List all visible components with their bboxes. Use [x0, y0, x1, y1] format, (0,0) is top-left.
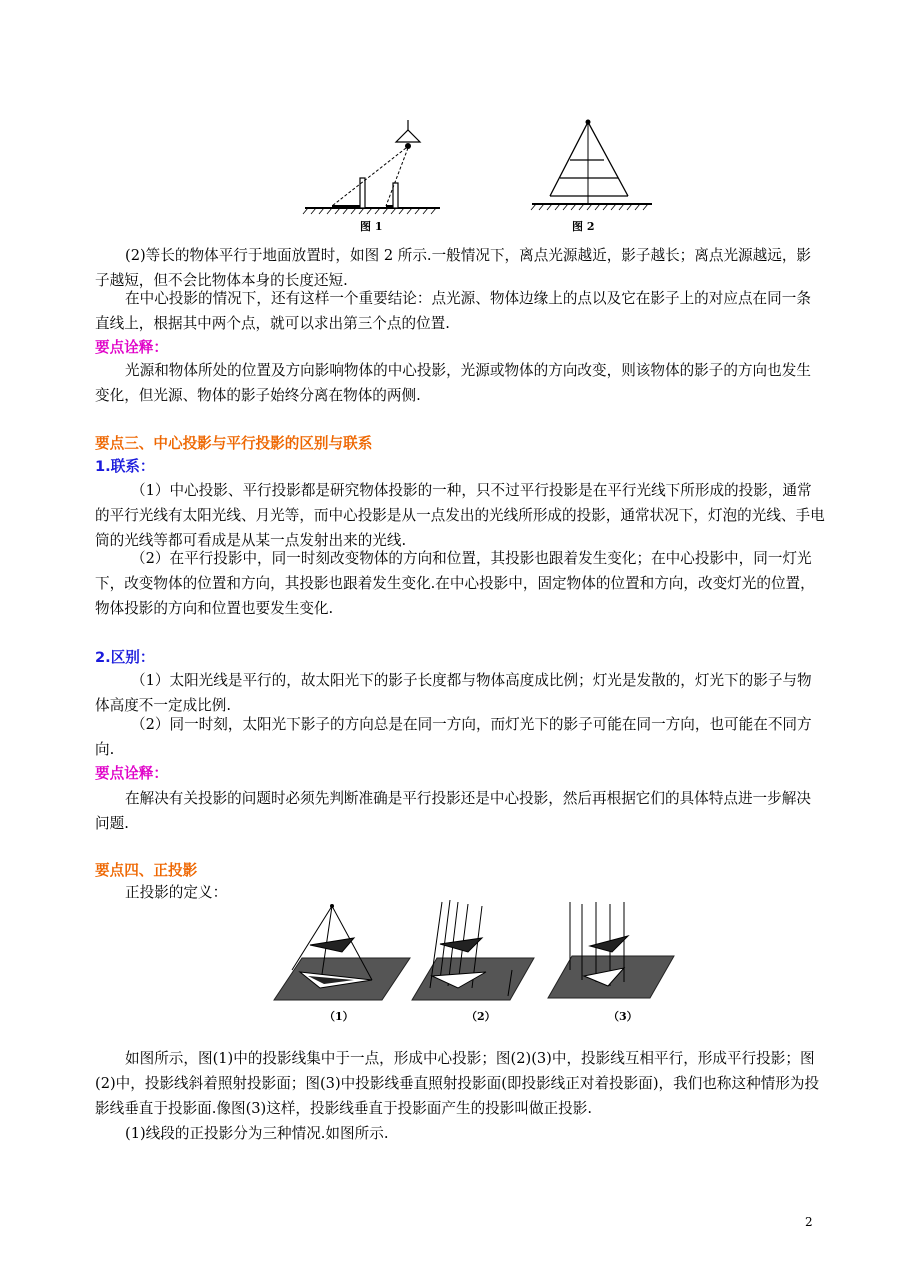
paragraph-p4: （1）中心投影、平行投影都是研究物体投影的一种，只不过平行投影是在平行光线下所形成的投影，通常的平行光线有太阳光线、月光等，而中心投影是从一点发出的光线所形成的投影，通常状况下，灯泡的光线、手电筒的光线等都可看成是从某一点发射出来的光线.: [95, 482, 825, 549]
paragraph-p6: （1）太阳光线是平行的，故太阳光下的影子长度都与物体高度成比例；灯光是发散的，灯光下的影子与物体高度不一定成比例.: [95, 672, 812, 714]
figure-1-and-2-svg: [300, 118, 660, 238]
paragraph-p9: 正投影的定义：: [125, 884, 228, 901]
subsection-2-title: 2.区别：: [95, 649, 155, 666]
paragraph-p8: 在解决有关投影的问题时必须先判断准确是平行投影还是中心投影，然后再根据它们的具体特点进一步解决问题.: [95, 790, 811, 832]
figure-label-2: （2）: [466, 1010, 496, 1023]
note-title-1: 要点诠释：: [95, 339, 168, 356]
paragraph-p5: （2）在平行投影中，同一时刻改变物体的方向和位置，其投影也跟着发生变化；在中心投影中，同一灯光下，改变物体的位置和方向，其投影也跟着发生变化.在中心投影中，固定物体的位置和方向，改变灯光的位置，物体投影的方向和位置也要发生变化.: [95, 550, 815, 617]
paragraph-p11: (1)线段的正投影分为三种情况.如图所示.: [125, 1125, 389, 1142]
figure-label-3: （3）: [608, 1010, 638, 1023]
figure-1-lamp: [303, 120, 440, 233]
figure-central-projection: [274, 904, 410, 1023]
figure-oblique-projection: [412, 900, 534, 1023]
note-title-2: 要点诠释：: [95, 765, 168, 782]
figure-orthographic-projection: [548, 902, 674, 1023]
figure-lamp-shadows: [300, 118, 660, 238]
paragraph-p2: 在中心投影的情况下，还有这样一个重要结论：点光源、物体边缘上的点以及它在影子上的对应点在同一条直线上，根据其中两个点，就可以求出第三个点的位置.: [95, 290, 811, 332]
paragraph-p3: 光源和物体所处的位置及方向影响物体的中心投影，光源或物体的方向改变，则该物体的影子的方向也发生变化，但光源、物体的影子始终分离在物体的两侧.: [95, 362, 811, 404]
figure-2-caption: 图 2: [572, 220, 595, 233]
figure-label-1: （1）: [324, 1010, 354, 1023]
paragraph-p7: （2）同一时刻，太阳光下影子的方向总是在同一方向，而灯光下的影子可能在同一方向，也可能在不同方向.: [95, 716, 812, 758]
section-3-title: 要点三、中心投影与平行投影的区别与联系: [95, 435, 373, 452]
section-4-title: 要点四、正投影: [95, 862, 198, 879]
figure-1-caption: 图 1: [360, 220, 383, 233]
page-number: 2: [805, 1215, 813, 1229]
projection-figures-svg: [272, 900, 682, 1030]
figure-2-lamp: [531, 120, 652, 234]
paragraph-p1: (2)等长的物体平行于地面放置时，如图 2 所示.一般情况下，离点光源越近，影子越长；离点光源越远，影子越短，但不会比物体本身的长度还短.: [95, 247, 812, 289]
paragraph-p10: 如图所示，图(1)中的投影线集中于一点，形成中心投影；图(2)(3)中，投影线互相平行，形成平行投影；图(2)中，投影线斜着照射投影面；图(3)中投影线垂直照射投影面(即投影线正对着投影面)，我们也称这种情形为投影线垂直于投影面.像图(3)这样，投影线垂直于投影面产生的投影叫做正投影.: [95, 1050, 820, 1117]
figure-projection-types: [272, 900, 682, 1030]
subsection-1-title: 1.联系：: [95, 458, 155, 475]
